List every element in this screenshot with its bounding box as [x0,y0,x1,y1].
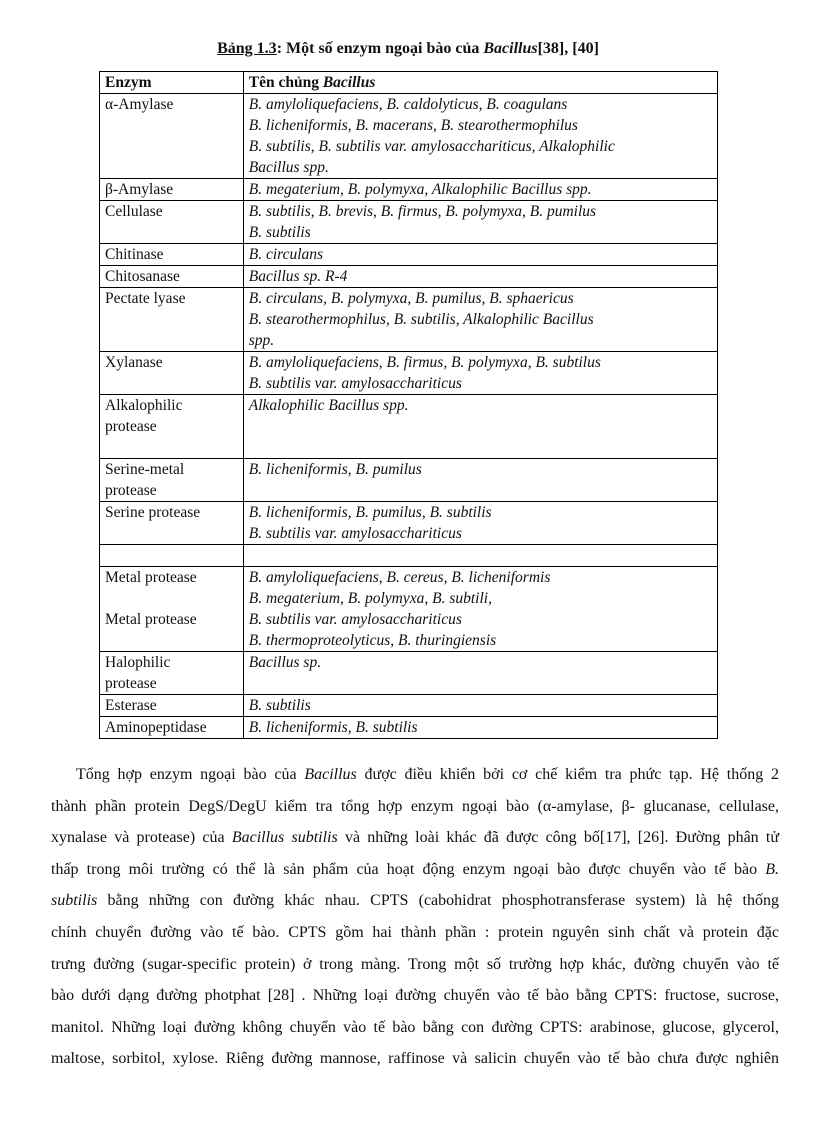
text-run: và những loài khác đã được công bố[17], [26]. Đường phân tử [337,829,780,847]
table-row [100,717,718,739]
enzyme-line: Metal protease [105,569,197,586]
italic-text: subtilis [51,892,98,910]
table-row [100,201,718,244]
italic-text: Bacillus subtilis [231,829,338,847]
table-row [100,352,718,395]
text-run: chính chuyển đường vào tế bào. CPTS gồm hai thành phần : protein nguyên sinh chất và protein đặc [51,923,779,941]
paragraph-line [51,822,779,854]
strain-cell [243,395,717,459]
paragraph-line [51,949,779,981]
table-row [100,652,718,695]
strain-cell [243,459,717,502]
strain-cell [243,695,717,717]
paragraph-line [51,791,779,823]
header-strain-genus: Bacillus [322,74,376,91]
strain-line: B. amyloliquefaciens, B. cereus, B. licheniformis [248,569,551,586]
enzyme-line: protease [105,482,157,499]
strain-line: B. subtilis var. amylosacchariticus [248,375,462,392]
enzyme-line: Halophilic [105,654,171,671]
enzyme-cell [100,201,244,244]
table-row [100,266,718,288]
enzyme-cell [100,288,244,352]
enzyme-cell [100,652,244,695]
strain-line: B. subtilis, B. subtilis var. amylosacchariticus, Alkalophilic [248,138,615,155]
text-run: Tổng hợp enzym ngoại bào của [76,766,305,783]
enzyme-cell [100,567,244,652]
paragraph-line [51,980,779,1012]
strain-line: B. megaterium, B. polymyxa, B. subtili, [248,590,492,607]
enzyme-line [105,437,238,458]
enzyme-cell [100,266,244,288]
strain-line: Bacillus spp. [248,159,329,176]
strain-cell [243,502,717,545]
strain-line: B. licheniformis, B. pumilus, B. subtilis [248,504,492,521]
strain-cell [243,652,717,695]
header-strain-prefix: Tên chủng [248,74,323,91]
strain-cell [243,717,717,739]
text-run: xynalase và protease) của [51,829,232,847]
table-caption [0,40,816,58]
paragraph-line [51,917,779,949]
strain-line: B. subtilis var. amylosacchariticus [248,611,462,628]
enzyme-line: Metal protease [105,611,197,628]
paragraph-line [51,854,779,886]
enzyme-line: Esterase [105,697,157,714]
strain-cell [243,352,717,395]
paragraph-line [51,759,779,791]
enzyme-line: protease [105,675,157,692]
table-row [100,459,718,502]
strain-line: B. circulans, B. polymyxa, B. pumilus, B. sphaericus [248,290,574,307]
paragraph-line [51,1012,779,1044]
enzyme-line [105,588,238,609]
strain-cell [243,266,717,288]
strain-line: B. amyloliquefaciens, B. caldolyticus, B. coagulans [248,96,568,113]
table-row [100,545,718,567]
enzyme-cell [100,717,244,739]
enzyme-cell [100,395,244,459]
enzyme-line: Pectate lyase [105,290,186,307]
strain-line: B. subtilis var. amylosacchariticus [248,525,462,542]
enzyme-line: Serine-metal [105,461,185,478]
strain-line: B. thermoproteolyticus, B. thuringiensis [248,632,497,649]
table-row [100,567,718,652]
body-paragraph [51,759,779,1075]
enzyme-line: protease [105,418,157,435]
enzyme-line: Aminopeptidase [105,719,207,736]
italic-text: B. [765,860,779,878]
caption-text: : Một số enzym ngoại bào của [276,40,484,57]
enzyme-line: Chitinase [105,246,164,263]
text-run: được điều khiển bởi cơ chế kiểm tra phức tạp. Hệ thống 2 [356,766,779,783]
enzyme-line [105,545,238,566]
table-row [100,395,718,459]
paragraph-line [51,1043,779,1075]
strain-line: Bacillus sp. [248,654,322,671]
table-row [100,695,718,717]
italic-text: Bacillus [304,766,357,783]
enzyme-cell [100,502,244,545]
table-row [100,179,718,201]
strain-line: B. licheniformis, B. macerans, B. stearothermophilus [248,117,578,134]
enzyme-line: Alkalophilic [105,397,183,414]
strain-cell [243,179,717,201]
strain-line: B. licheniformis, B. subtilis [248,719,418,736]
strain-cell [243,244,717,266]
text-run: thấp trong môi trường có thể là sản phẩm của hoạt động enzym ngoại bào được chuyển vào tế bào [51,860,766,878]
strain-line: B. stearothermophilus, B. subtilis, Alkalophilic Bacillus [248,311,594,328]
strain-cell [243,567,717,652]
enzyme-line: α-Amylase [105,96,174,113]
strain-line: B. amyloliquefaciens, B. firmus, B. polymyxa, B. subtilus [248,354,601,371]
enzyme-cell [100,179,244,201]
strain-line: B. circulans [248,246,324,263]
paragraph-line [51,885,779,917]
text-run: manitol. Những loại đường không chuyển vào tế bào bằng con đường CPTS: arabinose, glucose, glycerol, [51,1018,779,1036]
strain-cell [243,201,717,244]
enzyme-cell [100,695,244,717]
text-run: trưng đường (sugar-specific protein) ở trong màng. Trong một số trường hợp khác, đường chuyển vào tế [51,955,779,973]
strain-line: B. subtilis, B. brevis, B. firmus, B. polymyxa, B. pumilus [248,203,597,220]
enzyme-cell [100,545,244,567]
table-header-row [100,72,718,94]
strain-cell [243,545,717,567]
strain-line: Bacillus sp. R-4 [248,268,348,285]
text-run: thành phần protein DegS/DegU kiểm tra tổng hợp enzym ngoại bào (α-amylase, β- glucanase, cellulase, [51,797,779,815]
enzyme-line: Chitosanase [105,268,180,285]
caption-genus: Bacillus [483,40,538,57]
enzyme-cell [100,244,244,266]
text-run: maltose, sorbitol, xylose. Riêng đường mannose, raffinose và salicin chuyển vào tế bào chưa được nghiên [51,1050,779,1068]
enzyme-cell [100,94,244,179]
table-body [100,94,718,739]
enzyme-table [99,71,718,739]
strain-line: B. licheniformis, B. pumilus [248,461,422,478]
enzyme-line: Xylanase [105,354,163,371]
strain-line: B. subtilis [248,224,311,241]
table-row [100,288,718,352]
strain-line: Alkalophilic Bacillus spp. [248,397,409,414]
table-row [100,502,718,545]
strain-line: B. subtilis [248,697,311,714]
enzyme-line: Serine protease [105,504,201,521]
text-run: bằng những con đường khác nhau. CPTS (cabohidrat phosphotransferase system) là hệ thống [97,892,779,910]
table-row [100,94,718,179]
caption-label: Bảng 1.3 [217,40,277,57]
strain-cell [243,288,717,352]
enzyme-line [105,630,238,651]
text-run: bào dưới dạng đường photphat [28] . Những loại đường chuyển vào tế bào bằng CPTS: fructose, sucrose, [51,987,779,1005]
table-row [100,244,718,266]
strain-line: B. megaterium, B. polymyxa, Alkalophilic Bacillus spp. [248,181,592,198]
strain-line [249,545,712,566]
enzyme-cell [100,459,244,502]
strain-cell [243,94,717,179]
header-enzym: Enzym [100,72,244,94]
enzyme-line: β-Amylase [105,181,174,198]
strain-line: spp. [248,332,275,349]
header-strain [243,72,717,94]
enzyme-cell [100,352,244,395]
enzyme-line: Cellulase [105,203,163,220]
caption-refs: [38], [40] [537,40,599,57]
